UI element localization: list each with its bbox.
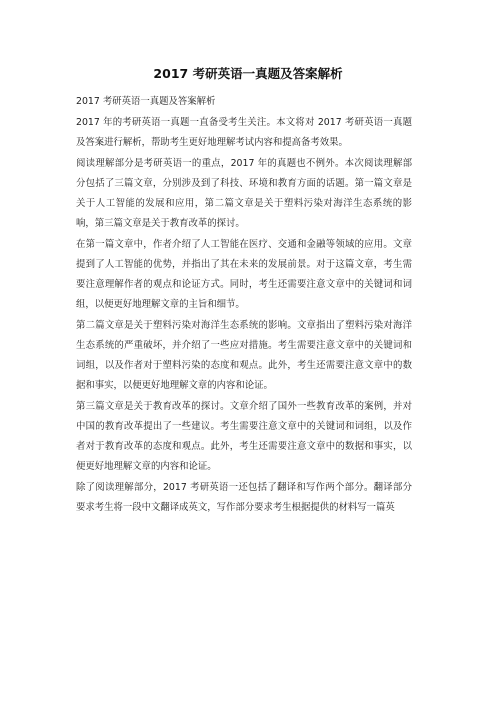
paragraph-intro: 2017 年的考研英语一真题一直备受考生关注。本文将对 2017 考研英语一真题及答案进行解析，帮助考生更好地理解考试内容和提高备考效果。 [76,117,412,148]
paragraph-article-three: 第三篇文章是关于教育改革的探讨。文章介绍了国外一些教育改革的案例，并对中国的教育改革提出了一些建议。考生需要注意文章中的关键词和词组，以及作者对于教育改革的态度和观点。此外，考生还需要注意文章中的数据和事实，以便更好地理解文章的内容和论证。 [76,401,412,472]
document-body [76,92,412,519]
document-title: 2017 考研英语一真题及答案解析 [153,66,343,81]
paragraph-reading-overview: 阅读理解部分是考研英语一的重点，2017 年的真题也不例外。本次阅读理解部分包括了三篇文章，分别涉及到了科技、环境和教育方面的话题。第一篇文章是关于人工智能的发展和应用，第二篇文章是关于塑料污染对海洋生态系统的影响，第三篇文章是关于教育改革的探讨。 [76,158,412,229]
paragraph-translation-writing: 除了阅读理解部分，2017 考研英语一还包括了翻译和写作两个部分。翻译部分要求考生将一段中文翻译成英文，写作部分要求考生根据提供的材料写一篇英 [76,482,412,513]
paragraph-article-two: 第二篇文章是关于塑料污染对海洋生态系统的影响。文章指出了塑料污染对海洋生态系统的严重破坏，并介绍了一些应对措施。考生需要注意文章中的关键词和词组，以及作者对于塑料污染的态度和观点。此外，考生还需要注意文章中的数据和事实，以便更好地理解文章的内容和论证。 [76,320,412,391]
document-subtitle: 2017 考研英语一真题及答案解析 [76,96,216,107]
paragraph-article-one: 在第一篇文章中，作者介绍了人工智能在医疗、交通和金融等领域的应用。文章提到了人工智能的优势，并指出了其在未来的发展前景。对于这篇文章，考生需要注意理解作者的观点和论证方式。同时，考生还需要注意文章中的关键词和词组，以便更好地理解文章的主旨和细节。 [76,239,412,310]
